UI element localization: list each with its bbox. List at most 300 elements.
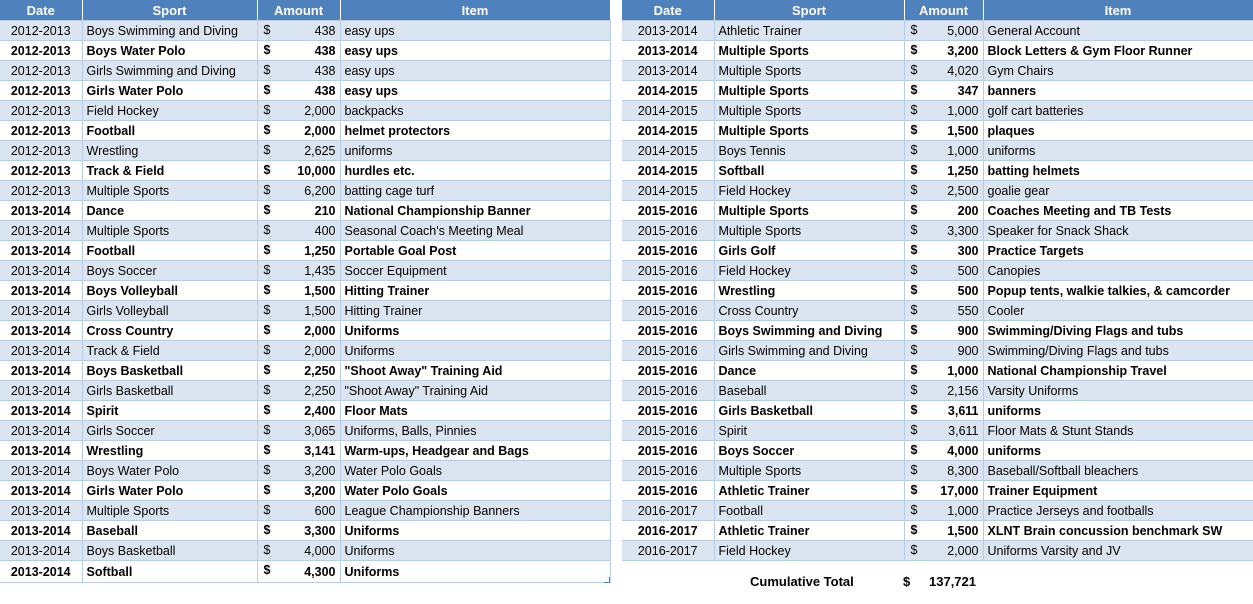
amount-cell[interactable] xyxy=(904,541,983,561)
amount-cell[interactable] xyxy=(904,501,983,521)
amount-value: 500 xyxy=(957,283,979,298)
date-cell[interactable]: 2013-2014 xyxy=(622,61,714,81)
amount-value: 2,400 xyxy=(304,403,336,418)
sport-cell[interactable]: Multiple Sports xyxy=(82,181,257,201)
date-cell[interactable]: 2015-2016 xyxy=(622,281,714,301)
table-row xyxy=(0,181,610,201)
sport-cell[interactable]: Multiple Sports xyxy=(714,41,904,61)
amount-cell[interactable] xyxy=(257,381,340,401)
amount-cell[interactable] xyxy=(257,61,340,81)
currency-symbol: $ xyxy=(263,143,271,157)
sport-cell[interactable]: Multiple Sports xyxy=(714,221,904,241)
sport-cell[interactable]: Dance xyxy=(82,201,257,221)
currency-symbol: $ xyxy=(910,363,918,377)
date-cell[interactable]: 2012-2013 xyxy=(0,121,82,141)
cumulative-total-row xyxy=(622,572,1253,592)
amount-cell[interactable] xyxy=(904,81,983,101)
currency-symbol: $ xyxy=(910,243,918,257)
sport-cell[interactable]: Softball xyxy=(714,161,904,181)
amount-cell[interactable] xyxy=(904,381,983,401)
sport-cell[interactable]: Athletic Trainer xyxy=(714,481,904,501)
amount-value: 4,300 xyxy=(304,564,336,579)
table-row xyxy=(622,461,1253,481)
item-cell[interactable]: easy ups xyxy=(340,21,610,41)
sport-cell[interactable]: Girls Golf xyxy=(714,241,904,261)
amount-cell[interactable] xyxy=(904,321,983,341)
sport-cell[interactable]: Girls Swimming and Diving xyxy=(82,61,257,81)
sport-cell[interactable]: Multiple Sports xyxy=(714,461,904,481)
currency-symbol: $ xyxy=(910,63,918,77)
amount-value: 5,000 xyxy=(947,23,979,38)
sport-cell[interactable]: Boys Basketball xyxy=(82,361,257,381)
item-cell[interactable]: uniforms xyxy=(983,141,1253,161)
currency-symbol: $ xyxy=(263,43,271,57)
item-cell[interactable]: Practice Targets xyxy=(983,241,1253,261)
sport-cell[interactable]: Girls Volleyball xyxy=(82,301,257,321)
date-cell[interactable]: 2013-2014 xyxy=(0,361,82,381)
table-row xyxy=(0,141,610,161)
date-cell[interactable]: 2013-2014 xyxy=(0,421,82,441)
date-cell[interactable]: 2014-2015 xyxy=(622,121,714,141)
date-cell[interactable]: 2015-2016 xyxy=(622,201,714,221)
item-cell[interactable]: Gym Chairs xyxy=(983,61,1253,81)
date-cell[interactable]: 2013-2014 xyxy=(0,201,82,221)
amount-cell[interactable] xyxy=(904,101,983,121)
currency-symbol: $ xyxy=(263,303,271,317)
date-cell[interactable]: 2015-2016 xyxy=(622,441,714,461)
amount-cell[interactable] xyxy=(904,41,983,61)
currency-symbol: $ xyxy=(263,203,271,217)
sport-cell[interactable]: Boys Swimming and Diving xyxy=(82,21,257,41)
item-cell[interactable]: General Account xyxy=(983,21,1253,41)
date-cell[interactable]: 2013-2014 xyxy=(0,461,82,481)
sport-cell[interactable]: Girls Water Polo xyxy=(82,81,257,101)
date-cell[interactable]: 2014-2015 xyxy=(622,101,714,121)
amount-value: 400 xyxy=(314,223,336,238)
amount-cell[interactable] xyxy=(257,481,340,501)
table-row xyxy=(622,181,1253,201)
date-cell[interactable]: 2012-2013 xyxy=(0,161,82,181)
date-cell[interactable]: 2012-2013 xyxy=(0,61,82,81)
sport-cell[interactable]: Football xyxy=(714,501,904,521)
amount-cell[interactable] xyxy=(257,561,340,583)
item-cell[interactable]: National Championship Banner xyxy=(340,201,610,221)
item-cell[interactable]: Hitting Trainer xyxy=(340,281,610,301)
currency-symbol: $ xyxy=(263,363,271,377)
amount-cell[interactable] xyxy=(904,121,983,141)
column-header-item[interactable]: Item xyxy=(340,0,610,21)
table-row xyxy=(622,521,1253,541)
amount-cell[interactable] xyxy=(257,21,340,41)
amount-cell[interactable] xyxy=(904,261,983,281)
amount-value: 3,141 xyxy=(304,443,336,458)
amount-cell[interactable] xyxy=(257,261,340,281)
item-cell[interactable]: Uniforms Varsity and JV xyxy=(983,541,1253,561)
sport-cell[interactable]: Athletic Trainer xyxy=(714,521,904,541)
amount-cell[interactable] xyxy=(257,421,340,441)
date-cell[interactable]: 2015-2016 xyxy=(622,261,714,281)
amount-cell[interactable] xyxy=(904,461,983,481)
date-cell[interactable]: 2013-2014 xyxy=(0,321,82,341)
amount-cell[interactable] xyxy=(904,441,983,461)
date-cell[interactable]: 2013-2014 xyxy=(622,21,714,41)
currency-symbol: $ xyxy=(263,323,271,337)
item-cell[interactable]: Varsity Uniforms xyxy=(983,381,1253,401)
amount-cell[interactable] xyxy=(904,281,983,301)
table-row xyxy=(622,101,1253,121)
sport-cell[interactable]: Multiple Sports xyxy=(714,121,904,141)
date-cell[interactable]: 2013-2014 xyxy=(0,341,82,361)
item-cell[interactable]: plaques xyxy=(983,121,1253,141)
date-cell[interactable]: 2013-2014 xyxy=(0,401,82,421)
table-row xyxy=(0,241,610,261)
item-cell[interactable]: uniforms xyxy=(983,441,1253,461)
amount-cell[interactable] xyxy=(904,241,983,261)
date-cell[interactable]: 2012-2013 xyxy=(0,101,82,121)
date-cell[interactable]: 2014-2015 xyxy=(622,161,714,181)
item-cell[interactable]: Water Polo Goals xyxy=(340,481,610,501)
sport-cell[interactable]: Multiple Sports xyxy=(714,61,904,81)
item-cell[interactable]: Popup tents, walkie talkies, & camcorder xyxy=(983,281,1253,301)
date-cell[interactable]: 2013-2014 xyxy=(0,381,82,401)
item-cell[interactable]: Hitting Trainer xyxy=(340,301,610,321)
date-cell[interactable]: 2013-2014 xyxy=(0,441,82,461)
amount-cell[interactable] xyxy=(257,461,340,481)
date-cell[interactable]: 2013-2014 xyxy=(622,41,714,61)
amount-cell[interactable] xyxy=(904,341,983,361)
sport-cell[interactable]: Multiple Sports xyxy=(714,101,904,121)
currency-symbol: $ xyxy=(263,23,271,37)
amount-cell[interactable] xyxy=(257,241,340,261)
table-row xyxy=(0,201,610,221)
table-row xyxy=(622,41,1253,61)
amount-value: 3,200 xyxy=(304,463,336,478)
item-cell[interactable]: Uniforms, Balls, Pinnies xyxy=(340,421,610,441)
amount-value: 2,000 xyxy=(304,123,336,138)
item-cell[interactable]: easy ups xyxy=(340,61,610,81)
item-cell[interactable]: Canopies xyxy=(983,261,1253,281)
amount-cell[interactable] xyxy=(257,401,340,421)
amount-cell[interactable] xyxy=(257,281,340,301)
item-cell[interactable]: Uniforms xyxy=(340,341,610,361)
sport-cell[interactable]: Boys Basketball xyxy=(82,541,257,561)
amount-value: 10,000 xyxy=(297,163,336,178)
date-cell[interactable]: 2013-2014 xyxy=(0,221,82,241)
item-cell[interactable]: backpacks xyxy=(340,101,610,121)
date-cell[interactable]: 2015-2016 xyxy=(622,381,714,401)
currency-symbol: $ xyxy=(263,463,271,477)
amount-cell[interactable] xyxy=(257,321,340,341)
item-cell[interactable]: banners xyxy=(983,81,1253,101)
sport-cell[interactable]: Cross Country xyxy=(82,321,257,341)
amount-cell[interactable] xyxy=(257,181,340,201)
item-cell[interactable]: golf cart batteries xyxy=(983,101,1253,121)
amount-value: 4,000 xyxy=(947,443,979,458)
item-cell[interactable]: Uniforms xyxy=(340,321,610,341)
amount-cell[interactable] xyxy=(904,221,983,241)
sport-cell[interactable]: Multiple Sports xyxy=(82,501,257,521)
table-row xyxy=(0,441,610,461)
item-cell[interactable]: Speaker for Snack Shack xyxy=(983,221,1253,241)
table-row xyxy=(622,441,1253,461)
amount-cell[interactable] xyxy=(257,541,340,561)
sport-cell[interactable]: Girls Soccer xyxy=(82,421,257,441)
amount-cell[interactable] xyxy=(904,301,983,321)
amount-cell[interactable] xyxy=(904,21,983,41)
amount-cell[interactable] xyxy=(904,141,983,161)
sport-cell[interactable]: Field Hockey xyxy=(714,261,904,281)
amount-cell[interactable] xyxy=(257,501,340,521)
sport-cell[interactable]: Field Hockey xyxy=(82,101,257,121)
item-cell[interactable]: XLNT Brain concussion benchmark SW xyxy=(983,521,1253,541)
sport-cell[interactable]: Field Hockey xyxy=(714,541,904,561)
column-header-sport[interactable]: Sport xyxy=(82,0,257,21)
sport-cell[interactable]: Football xyxy=(82,241,257,261)
currency-symbol: $ xyxy=(910,123,918,137)
sport-cell[interactable]: Spirit xyxy=(82,401,257,421)
currency-symbol: $ xyxy=(910,343,918,357)
item-cell[interactable]: batting helmets xyxy=(983,161,1253,181)
date-cell[interactable]: 2014-2015 xyxy=(622,81,714,101)
currency-symbol: $ xyxy=(263,263,271,277)
date-cell[interactable]: 2013-2014 xyxy=(0,261,82,281)
amount-cell[interactable] xyxy=(904,201,983,221)
cumulative-total-value[interactable]: 137,721 xyxy=(929,574,976,589)
sport-cell[interactable]: Athletic Trainer xyxy=(714,21,904,41)
table-row xyxy=(622,61,1253,81)
date-cell[interactable]: 2016-2017 xyxy=(622,521,714,541)
amount-cell[interactable] xyxy=(904,161,983,181)
sport-cell[interactable]: Wrestling xyxy=(714,281,904,301)
amount-value: 3,300 xyxy=(304,523,336,538)
date-cell[interactable]: 2014-2015 xyxy=(622,181,714,201)
sport-cell[interactable]: Girls Basketball xyxy=(714,401,904,421)
amount-value: 438 xyxy=(314,23,336,38)
item-cell[interactable]: easy ups xyxy=(340,41,610,61)
currency-symbol: $ xyxy=(910,383,918,397)
currency-symbol: $ xyxy=(263,223,271,237)
amount-value: 2,250 xyxy=(304,383,336,398)
column-header-amount[interactable]: Amount xyxy=(257,0,340,21)
amount-cell[interactable] xyxy=(257,121,340,141)
sport-cell[interactable]: Boys Water Polo xyxy=(82,41,257,61)
date-cell[interactable]: 2015-2016 xyxy=(622,321,714,341)
sport-cell[interactable]: Boys Volleyball xyxy=(82,281,257,301)
item-cell[interactable]: League Championship Banners xyxy=(340,501,610,521)
item-cell[interactable]: "Shoot Away" Training Aid xyxy=(340,361,610,381)
date-cell[interactable]: 2015-2016 xyxy=(622,461,714,481)
table-row xyxy=(0,41,610,61)
table-row xyxy=(622,281,1253,301)
amount-value: 1,500 xyxy=(304,303,336,318)
currency-symbol: $ xyxy=(263,103,271,117)
item-cell[interactable]: Coaches Meeting and TB Tests xyxy=(983,201,1253,221)
date-cell[interactable]: 2013-2014 xyxy=(0,241,82,261)
item-cell[interactable]: Baseball/Softball bleachers xyxy=(983,461,1253,481)
amount-value: 4,000 xyxy=(304,543,336,558)
amount-cell[interactable] xyxy=(257,521,340,541)
sport-cell[interactable]: Multiple Sports xyxy=(714,201,904,221)
table-row xyxy=(622,261,1253,281)
column-header-date[interactable]: Date xyxy=(0,0,82,21)
item-cell[interactable]: Cooler xyxy=(983,301,1253,321)
item-cell[interactable]: easy ups xyxy=(340,81,610,101)
amount-cell[interactable] xyxy=(904,361,983,381)
item-cell[interactable]: Warm-ups, Headgear and Bags xyxy=(340,441,610,461)
table-row xyxy=(622,361,1253,381)
sport-cell[interactable]: Cross Country xyxy=(714,301,904,321)
currency-symbol: $ xyxy=(263,403,271,417)
amount-cell[interactable] xyxy=(257,301,340,321)
date-cell[interactable]: 2013-2014 xyxy=(0,561,82,583)
sport-cell[interactable]: Boys Tennis xyxy=(714,141,904,161)
item-cell[interactable]: goalie gear xyxy=(983,181,1253,201)
item-cell[interactable]: Trainer Equipment xyxy=(983,481,1253,501)
date-cell[interactable]: 2015-2016 xyxy=(622,221,714,241)
item-cell[interactable]: Uniforms xyxy=(340,561,610,583)
item-cell[interactable]: Swimming/Diving Flags and tubs xyxy=(983,321,1253,341)
item-cell[interactable]: batting cage turf xyxy=(340,181,610,201)
item-cell[interactable]: Practice Jerseys and footballs xyxy=(983,501,1253,521)
amount-cell[interactable] xyxy=(257,201,340,221)
amount-cell[interactable] xyxy=(257,161,340,181)
amount-cell[interactable] xyxy=(904,421,983,441)
date-cell[interactable]: 2015-2016 xyxy=(622,241,714,261)
table-row xyxy=(0,401,610,421)
date-cell[interactable]: 2015-2016 xyxy=(622,341,714,361)
currency-symbol: $ xyxy=(263,523,271,537)
sport-cell[interactable]: Track & Field xyxy=(82,341,257,361)
item-cell[interactable]: Floor Mats & Stunt Stands xyxy=(983,421,1253,441)
amount-cell[interactable] xyxy=(904,481,983,501)
left-table-body xyxy=(0,21,610,583)
amount-cell[interactable] xyxy=(257,341,340,361)
date-cell[interactable]: 2012-2013 xyxy=(0,181,82,201)
date-cell[interactable]: 2012-2013 xyxy=(0,141,82,161)
item-cell[interactable]: Water Polo Goals xyxy=(340,461,610,481)
sport-cell[interactable]: Baseball xyxy=(82,521,257,541)
date-cell[interactable]: 2012-2013 xyxy=(0,21,82,41)
sport-cell[interactable]: Girls Swimming and Diving xyxy=(714,341,904,361)
amount-cell[interactable] xyxy=(257,221,340,241)
sport-cell[interactable]: Track & Field xyxy=(82,161,257,181)
item-cell[interactable]: Soccer Equipment xyxy=(340,261,610,281)
table-row xyxy=(0,121,610,141)
amount-value: 600 xyxy=(314,503,336,518)
date-cell[interactable]: 2013-2014 xyxy=(0,281,82,301)
date-cell[interactable]: 2015-2016 xyxy=(622,421,714,441)
item-cell[interactable]: Block Letters & Gym Floor Runner xyxy=(983,41,1253,61)
amount-cell[interactable] xyxy=(257,361,340,381)
currency-symbol: $ xyxy=(910,523,918,537)
sport-cell[interactable]: Boys Soccer xyxy=(714,441,904,461)
amount-cell[interactable] xyxy=(257,101,340,121)
sport-cell[interactable]: Boys Soccer xyxy=(82,261,257,281)
item-cell[interactable]: helmet protectors xyxy=(340,121,610,141)
item-cell[interactable]: National Championship Travel xyxy=(983,361,1253,381)
amount-value: 1,000 xyxy=(947,503,979,518)
item-cell[interactable]: Uniforms xyxy=(340,521,610,541)
cumulative-total-label: Cumulative Total xyxy=(750,574,854,589)
currency-symbol: $ xyxy=(263,243,271,257)
currency-symbol: $ xyxy=(910,103,918,117)
item-cell[interactable]: Seasonal Coach's Meeting Meal xyxy=(340,221,610,241)
date-cell[interactable]: 2015-2016 xyxy=(622,361,714,381)
sport-cell[interactable]: Baseball xyxy=(714,381,904,401)
column-header-date[interactable]: Date xyxy=(622,0,714,21)
sport-cell[interactable]: Spirit xyxy=(714,421,904,441)
amount-cell[interactable] xyxy=(257,81,340,101)
sport-cell[interactable]: Football xyxy=(82,121,257,141)
column-header-amount[interactable]: Amount xyxy=(904,0,983,21)
date-cell[interactable]: 2013-2014 xyxy=(0,541,82,561)
date-cell[interactable]: 2014-2015 xyxy=(622,141,714,161)
sport-cell[interactable]: Girls Water Polo xyxy=(82,481,257,501)
left-table xyxy=(0,0,611,583)
sport-cell[interactable]: Boys Swimming and Diving xyxy=(714,321,904,341)
sport-cell[interactable]: Softball xyxy=(82,561,257,583)
amount-cell[interactable] xyxy=(904,521,983,541)
date-cell[interactable]: 2015-2016 xyxy=(622,481,714,501)
date-cell[interactable]: 2015-2016 xyxy=(622,301,714,321)
currency-symbol: $ xyxy=(263,123,271,137)
date-cell[interactable]: 2015-2016 xyxy=(622,401,714,421)
item-cell[interactable]: hurdles etc. xyxy=(340,161,610,181)
date-cell[interactable]: 2012-2013 xyxy=(0,41,82,61)
amount-value: 6,200 xyxy=(304,183,336,198)
amount-cell[interactable] xyxy=(257,141,340,161)
item-cell[interactable]: Portable Goal Post xyxy=(340,241,610,261)
item-cell[interactable]: uniforms xyxy=(983,401,1253,421)
date-cell[interactable]: 2016-2017 xyxy=(622,541,714,561)
amount-cell[interactable] xyxy=(257,41,340,61)
table-row xyxy=(0,381,610,401)
item-cell[interactable]: Uniforms xyxy=(340,541,610,561)
table-row xyxy=(0,81,610,101)
amount-cell[interactable] xyxy=(257,441,340,461)
sport-cell[interactable]: Girls Basketball xyxy=(82,381,257,401)
sport-cell[interactable]: Wrestling xyxy=(82,141,257,161)
column-header-item[interactable]: Item xyxy=(983,0,1253,21)
amount-cell[interactable] xyxy=(904,61,983,81)
item-cell[interactable]: Floor Mats xyxy=(340,401,610,421)
amount-cell[interactable] xyxy=(904,401,983,421)
table-row xyxy=(622,421,1253,441)
date-cell[interactable]: 2016-2017 xyxy=(622,501,714,521)
table-row xyxy=(0,561,610,583)
sport-cell[interactable]: Boys Water Polo xyxy=(82,461,257,481)
sport-cell[interactable]: Field Hockey xyxy=(714,181,904,201)
date-cell[interactable]: 2012-2013 xyxy=(0,81,82,101)
item-cell[interactable]: uniforms xyxy=(340,141,610,161)
date-cell[interactable]: 2013-2014 xyxy=(0,481,82,501)
date-cell[interactable]: 2013-2014 xyxy=(0,501,82,521)
table-row xyxy=(622,301,1253,321)
sport-cell[interactable]: Dance xyxy=(714,361,904,381)
column-header-sport[interactable]: Sport xyxy=(714,0,904,21)
table-resize-handle[interactable] xyxy=(604,577,610,583)
sport-cell[interactable]: Wrestling xyxy=(82,441,257,461)
item-cell[interactable]: "Shoot Away" Training Aid xyxy=(340,381,610,401)
amount-value: 2,000 xyxy=(304,103,336,118)
date-cell[interactable]: 2013-2014 xyxy=(0,301,82,321)
date-cell[interactable]: 2013-2014 xyxy=(0,521,82,541)
sport-cell[interactable]: Multiple Sports xyxy=(714,81,904,101)
item-cell[interactable]: Swimming/Diving Flags and tubs xyxy=(983,341,1253,361)
amount-value: 2,500 xyxy=(947,183,979,198)
sport-cell[interactable]: Multiple Sports xyxy=(82,221,257,241)
amount-cell[interactable] xyxy=(904,181,983,201)
